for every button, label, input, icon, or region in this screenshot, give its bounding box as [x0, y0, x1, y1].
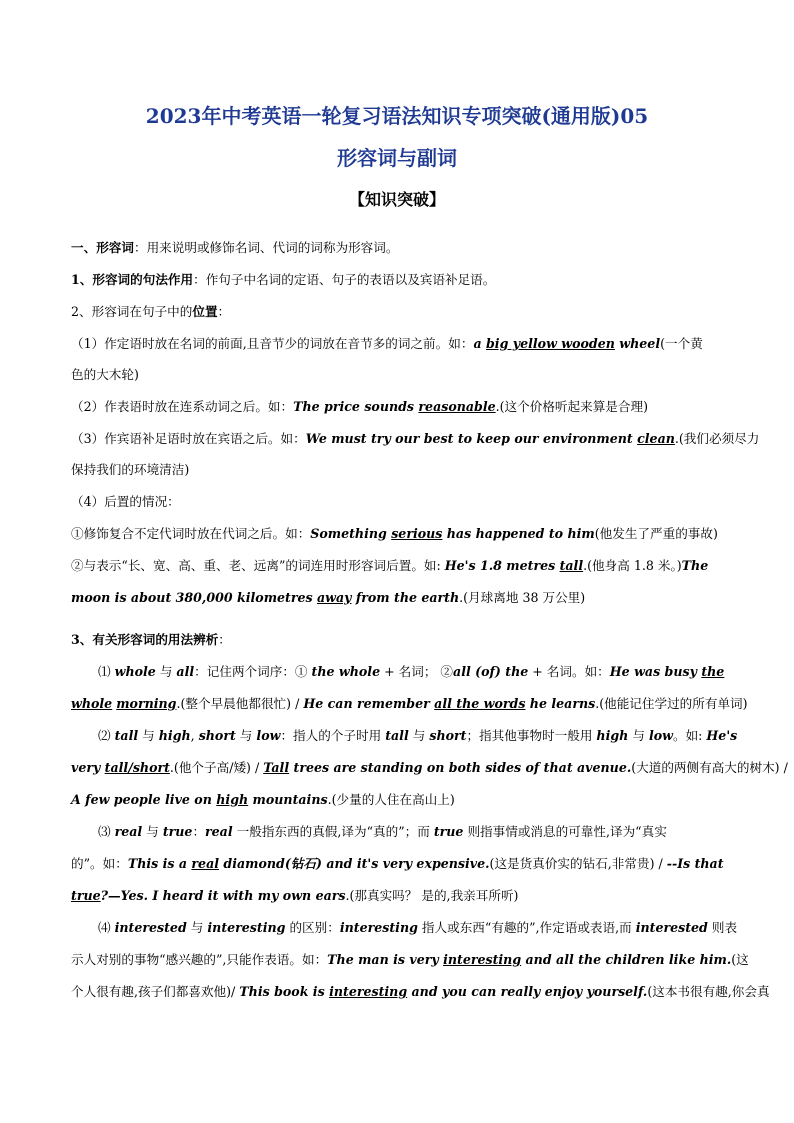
usage-3: [98, 823, 667, 841]
text-span: away: [316, 590, 352, 605]
text-span: ①修饰复合不定代词时放在代词之后。如：: [71, 526, 311, 541]
text-span: He's: [706, 728, 738, 743]
text-span: 1、形容词的句法作用: [71, 272, 194, 287]
text-span: + 名词； ②: [380, 664, 454, 679]
usage-1-cont: [71, 695, 748, 713]
text-span: .(整个早晨他都很忙) /: [176, 696, 304, 711]
usage-3-cont2: [71, 887, 518, 905]
document-subtitle: 形容词与副词: [337, 146, 457, 170]
text-span: 。如:: [672, 728, 707, 743]
point-3-cont: 保持我们的环境清洁): [71, 462, 190, 477]
text-span: clean: [637, 431, 675, 446]
text-span: Something: [310, 526, 392, 541]
text-span: .(他能记住学过的所有单词): [595, 696, 748, 711]
section-adjective-definition: [71, 239, 398, 257]
text-span: The man is very: [327, 952, 444, 967]
text-span: short: [429, 728, 467, 743]
text-span: trees are standing on both sides of that avenue.: [289, 760, 632, 775]
point-1: [71, 335, 703, 353]
text-span: whole: [114, 664, 156, 679]
usage-2-cont2: [71, 791, 455, 809]
text-span: ⑶: [98, 824, 115, 839]
text-span: high: [596, 728, 629, 743]
text-span: big yellow wooden: [485, 336, 615, 351]
text-span: moon is about 380,000 kilometres: [71, 590, 317, 605]
text-span: 与: [235, 728, 257, 743]
usage-4-cont2: [71, 983, 770, 1001]
text-span: (这是货真价实的钻石,非常贵) /: [489, 856, 667, 871]
text-span: interesting: [207, 920, 286, 935]
text-span: The price sounds: [293, 399, 419, 414]
text-span: interested: [635, 920, 708, 935]
text-span: ?—Yes. I heard it with my own ears: [100, 888, 346, 903]
usage-2-cont: [71, 759, 788, 777]
text-span: true: [162, 824, 193, 839]
text-span: has happened to him: [442, 526, 595, 541]
text-span: low: [256, 728, 281, 743]
text-span: real: [205, 824, 233, 839]
text-span: 则表: [707, 920, 738, 935]
text-span: (这本书很有趣,你会真: [647, 984, 770, 999]
position-heading: [71, 303, 230, 321]
usage-1: [98, 663, 724, 681]
postposition-1: [71, 525, 718, 543]
text-span: Tall: [263, 760, 290, 775]
text-span: 的”。如：: [71, 856, 128, 871]
point-4: （4）后置的情况：: [71, 494, 180, 509]
text-span: .(他个子高/矮) /: [169, 760, 264, 775]
text-span: ②与表示“长、宽、高、重、老、远离”的词连用时形容词后置。如:: [71, 558, 445, 573]
text-span: and you can really enjoy yourself.: [407, 984, 648, 999]
text-span: serious: [391, 526, 443, 541]
text-span: all (of) the: [453, 664, 529, 679]
text-span: all the words: [434, 696, 526, 711]
text-span: .(他身高 1.8 米。): [583, 558, 682, 573]
text-span: 与: [408, 728, 430, 743]
text-span: the whole: [311, 664, 381, 679]
text-span: high: [216, 792, 249, 807]
text-span: 与: [138, 728, 159, 743]
text-span: --Is that: [666, 856, 724, 871]
text-span: (这: [731, 952, 749, 967]
text-span: 个人很有趣,孩子们都喜欢他)/: [71, 984, 240, 999]
text-span: This book is: [239, 984, 330, 999]
text-span: We must try our best to keep our environment: [305, 431, 638, 446]
text-span: reasonable: [418, 399, 496, 414]
point-3: [71, 430, 759, 448]
text-span: all: [176, 664, 195, 679]
text-span: 与: [186, 920, 208, 935]
text-span: This is a: [127, 856, 192, 871]
text-span: ：用来说明或修饰名词、代词的词称为形容词。: [133, 240, 399, 255]
text-span: 位置: [192, 304, 218, 319]
text-span: 与: [155, 664, 177, 679]
text-span: 则指事情或消息的可靠性,译为“真实: [463, 824, 667, 839]
text-span: ：: [192, 824, 206, 839]
text-span: interested: [114, 920, 187, 935]
text-span: The: [681, 558, 709, 573]
text-span: 3、有关形容词的用法辨析: [71, 632, 219, 647]
text-span: tall: [114, 728, 139, 743]
text-span: .(月球离地 38 万公里): [459, 590, 586, 605]
text-span: interesting: [443, 952, 522, 967]
text-span: ⑵: [98, 728, 115, 743]
text-span: low: [648, 728, 673, 743]
usage-4-cont: [71, 951, 749, 969]
text-span: .(这个价格听起来算是合理): [495, 399, 649, 414]
text-span: 一、形容词: [71, 240, 134, 255]
text-span: short: [198, 728, 236, 743]
text-span: ：指人的个子时用: [280, 728, 386, 743]
text-span: + 名词。如：: [528, 664, 610, 679]
usage-2: [98, 727, 737, 745]
text-span: He can remember: [303, 696, 435, 711]
text-span: ：作句子中名词的定语、句子的表语以及宾语补足语。: [193, 272, 496, 287]
text-span: interesting: [329, 984, 408, 999]
text-span: whole: [71, 696, 113, 711]
text-span: A few people live on: [71, 792, 217, 807]
syntax-function: [71, 271, 495, 289]
text-span: He was busy: [609, 664, 702, 679]
text-span: .(我们必须尽力: [674, 431, 760, 446]
text-span: diamond(钻石) and it's very expensive.: [219, 856, 490, 871]
text-span: true: [71, 888, 101, 903]
text-span: and all the children like him.: [521, 952, 732, 967]
text-span: ：: [218, 632, 231, 647]
text-span: 的区别：: [285, 920, 340, 935]
postposition-2-cont: [71, 589, 585, 607]
text-span: ：: [217, 304, 231, 319]
text-span: tall: [385, 728, 409, 743]
text-span: （2）作表语时放在连系动词之后。如：: [71, 399, 294, 414]
text-span: interesting: [339, 920, 418, 935]
text-span: ,: [190, 728, 199, 743]
text-span: .(那真实吗？ 是的,我亲耳所听): [345, 888, 519, 903]
text-span: 示人对别的事物“感兴趣的”,只能作表语。如：: [71, 952, 328, 967]
text-span: a: [473, 336, 486, 351]
text-span: morning: [116, 696, 177, 711]
text-span: 指人或东西“有趣的”,作定语或表语,而: [417, 920, 636, 935]
usage-3-cont: [71, 855, 724, 873]
point-2: [71, 398, 648, 416]
text-span: （3）作宾语补足语时放在宾语之后。如：: [71, 431, 306, 446]
text-span: very: [71, 760, 105, 775]
document-title: 2023年中考英语一轮复习语法知识专项突破(通用版)05: [145, 104, 649, 128]
text-span: wheel: [614, 336, 661, 351]
text-span: ⑴: [98, 664, 115, 679]
usage-4: [98, 919, 737, 937]
text-span: He's 1.8 metres: [444, 558, 560, 573]
postposition-2: [71, 557, 708, 575]
text-span: 2、形容词在句子中的: [71, 304, 193, 319]
text-span: (一个黄: [660, 336, 703, 351]
text-span: tall: [559, 558, 584, 573]
text-span: (他发生了严重的事故): [594, 526, 718, 541]
text-span: ；指其他事物时一般用: [466, 728, 597, 743]
text-span: tall/short: [104, 760, 170, 775]
usage-heading: [71, 631, 231, 649]
text-span: (大道的两侧有高大的树木) /: [631, 760, 788, 775]
text-span: ：记住两个词序：①: [194, 664, 312, 679]
text-span: the: [701, 664, 725, 679]
text-span: 一般指东西的真假,译为“真的”；而: [232, 824, 434, 839]
text-span: real: [191, 856, 220, 871]
text-span: .(少量的人住在高山上): [327, 792, 455, 807]
text-span: from the earth: [351, 590, 460, 605]
text-span: ⑷: [98, 920, 115, 935]
text-span: 与: [628, 728, 649, 743]
text-span: 与: [142, 824, 163, 839]
text-span: mountains: [248, 792, 328, 807]
text-span: real: [114, 824, 143, 839]
section-heading: 【知识突破】: [348, 190, 445, 209]
point-1-cont: 色的大木轮): [71, 367, 139, 382]
text-span: high: [158, 728, 191, 743]
text-span: he learns: [525, 696, 596, 711]
text-span: （1）作定语时放在名词的前面,且音节少的词放在音节多的词之前。如：: [71, 336, 474, 351]
text-span: true: [433, 824, 464, 839]
